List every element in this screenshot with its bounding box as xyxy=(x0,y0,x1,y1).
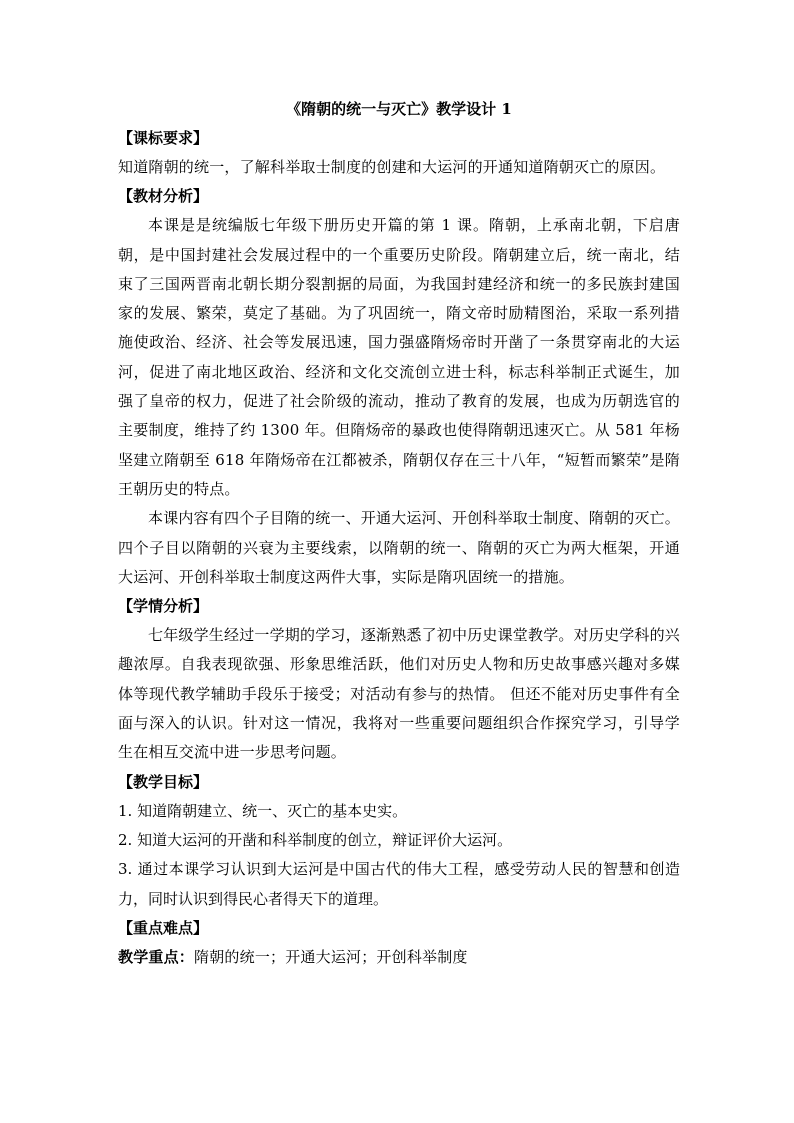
document-page xyxy=(118,96,680,972)
textbook-heading: 【教材分析】 xyxy=(118,187,209,206)
textbook-paragraph-1: 本课是是统编版七年级下册历史开篇的第 1 课。隋朝，上承南北朝，下启唐朝，是中国封建社会发展过程中的一个重要历史阶段。隋朝建立后，统一南北，结束了三国两晋南北朝长期分裂割据的局面，为我国封建经济和统一的多民族封建国家的发展、繁荣，莫定了基础。为了巩固统一，隋文帝时励精图治，采取一系列措施使政治、经济、社会等发展迅速，国力强盛隋炀帝时开凿了一条贯穿南北的大运河，促进了南北地区政治、经济和文化交流创立进士科，标志科举制正式诞生，加强了皇帝的权力，促进了社会阶级的流动，推动了教育的发展，也成为历朝选官的主要制度，维持了约 1300 年。但隋炀帝的暴政也使得隋朝迅速灭亡。从 581 年杨坚建立隋朝至 618 年隋炀帝在江都被杀，隋朝仅存在三十八年，“短暂而繁荣”是隋王朝历史的特点。 xyxy=(118,216,680,498)
curriculum-text: 知道隋朝的统一，了解科举取士制度的创建和大运河的开通知道隋朝灭亡的原因。 xyxy=(118,158,666,176)
curriculum-heading: 【课标要求】 xyxy=(118,129,209,147)
goal-item-3: 3. 通过本课学习认识到大运河是中国古代的伟大工程，感受劳动人民的智慧和创造力，同时认识到得民心者得天下的道理。 xyxy=(118,860,680,908)
document-title: 《隋朝的统一与灭亡》教学设计 1 xyxy=(286,100,512,118)
students-paragraph: 七年级学生经过一学期的学习，逐渐熟悉了初中历史课堂教学。对历史学科的兴趣浓厚。自我表现欲强、形象思维活跃，他们对历史人物和历史故事感兴趣对多媒体等现代教学辅助手段乐于接受；对活动有参与的热情。 但还不能对历史事件有全面与深入的认识。针对这一情况，我将对一些重要问题组织合作探究学习，引导学生在相互交流中进一步思考问题。 xyxy=(118,626,681,762)
students-heading: 【学情分析】 xyxy=(118,597,209,616)
keypoints-line xyxy=(118,943,680,972)
goal-item-1: 1. 知道隋朝建立、统一、灭亡的基本史实。 xyxy=(118,801,408,820)
textbook-paragraph-2: 本课内容有四个子目隋的统一、开通大运河、开创科举取士制度、隋朝的灭亡。四个子目以隋朝的兴衰为主要线索，以隋朝的统一、隋朝的灭亡为两大框架，开通大运河、开创科举取士制度这两件大事，实际是隋巩固统一的措施。 xyxy=(118,509,681,586)
keypoints-label: 教学重点： xyxy=(118,947,195,966)
keypoints-text: 隋朝的统一；开通大运河；开创科举制度 xyxy=(194,947,468,966)
goals-heading: 【教学目标】 xyxy=(118,772,209,791)
keypoints-heading: 【重点难点】 xyxy=(118,918,209,937)
goal-item-2: 2. 知道大运河的开凿和科举制度的创立，辩证评价大运河。 xyxy=(118,830,513,849)
